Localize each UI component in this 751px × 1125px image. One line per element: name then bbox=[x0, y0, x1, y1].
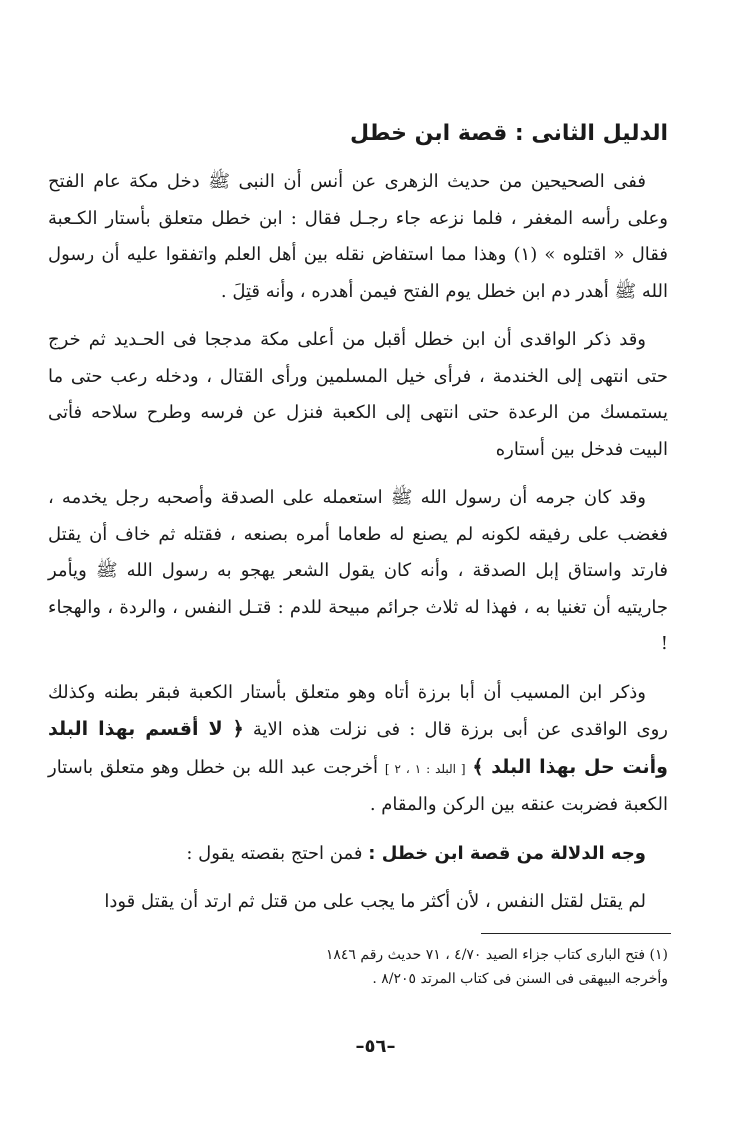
paragraph-3: وقد كان جرمه أن رسول الله ﷺ استعمله على الصدقة وأصحبه رجل يخدمه ، فغضب على رفيقه لكونه لم يصنع له طعاما أمره بصنعه ، فقتله ثم خاف أن يقتل فارتد واستاق إبل الصدقة ، وأنه كان يقول الشعر يهجو به رسول الله ﷺ ويأمر جاريتيه أن تغنيا به ، فهذا له ثلاث جرائم مبيحة للدم : قتـل النفس ، والردة ، والهجاء ! bbox=[48, 487, 668, 654]
quran-verse: ﴿ لا أقسم بهذا البلد وأنت حل بهذا البلد ﴾ bbox=[48, 718, 668, 778]
inference-heading: وجه الدلالة من قصة ابن خطل : bbox=[368, 842, 646, 864]
footnotes bbox=[108, 943, 668, 991]
paragraph-6: لم يقتل لقتل النفس ، لأن أكثر ما يجب على من قتل ثم ارتد أن يقتل قودا bbox=[104, 891, 646, 912]
paragraph-4-text: وذكر ابن المسيب أن أبا برزة أتاه وهو متعلق بأستار الكعبة فبقر بطنه وكذلك روى الواقدى عن أبى برزة قال : فى نزلت هذه الاية bbox=[48, 681, 668, 740]
section-heading: الدليل الثانى : قصة ابن خطل bbox=[350, 121, 668, 146]
footnote-2: وأخرجه البيهقى فى السنن فى كتاب المرتد ٨/٢٠٥ . bbox=[372, 971, 668, 987]
paragraph-2: وقد ذكر الواقدى أن ابن خطل أقبل من أعلى مكة مدججا فى الحـديد ثم خرج حتى انتهى إلى الخندمة ، فرأى خيل المسلمين ورأى القتال ، ودخله رعب حتى ما يستمسك من الرعدة حتى انتهى إلى الكعبة فنزل عن فرسه وطرح سلاحه فأتى البيت فدخل بين أستاره bbox=[48, 329, 668, 460]
footnote-1: (١) فتح البارى كتاب جزاء الصيد ٤/٧٠ ، ٧١ حديث رقم ١٨٤٦ bbox=[325, 947, 668, 963]
verse-reference: [ البلد : ١ ، ٢ ] bbox=[384, 761, 466, 776]
footnote-divider bbox=[481, 933, 671, 934]
inference-text: فمن احتج بقصته يقول : bbox=[186, 842, 363, 864]
paragraph-1: ففى الصحيحين من حديث الزهرى عن أنس أن النبى ﷺ دخل مكة عام الفتح وعلى رأسه المغفر ، فلما نزعه جاء رجـل فقال : ابن خطل متعلق بأستار الكـعبة فقال « اقتلوه » (١) وهذا مما استفاض نقله بين أهل العلم واتفقوا عليه أن رسول الله ﷺ أهدر دم ابن خطل يوم الفتح فيمن أهدره ، وأنه قتِلَ . bbox=[48, 171, 668, 302]
paragraph-4-end: أخرجت عبد الله بن خطل وهو متعلق باستار الكعبة فضربت عنقه بين الركن والمقام . bbox=[48, 756, 668, 815]
paragraph-4 bbox=[48, 675, 668, 824]
paragraph-5 bbox=[48, 836, 668, 873]
page-body bbox=[48, 118, 668, 933]
page-number: –٥٦– bbox=[355, 1036, 396, 1057]
